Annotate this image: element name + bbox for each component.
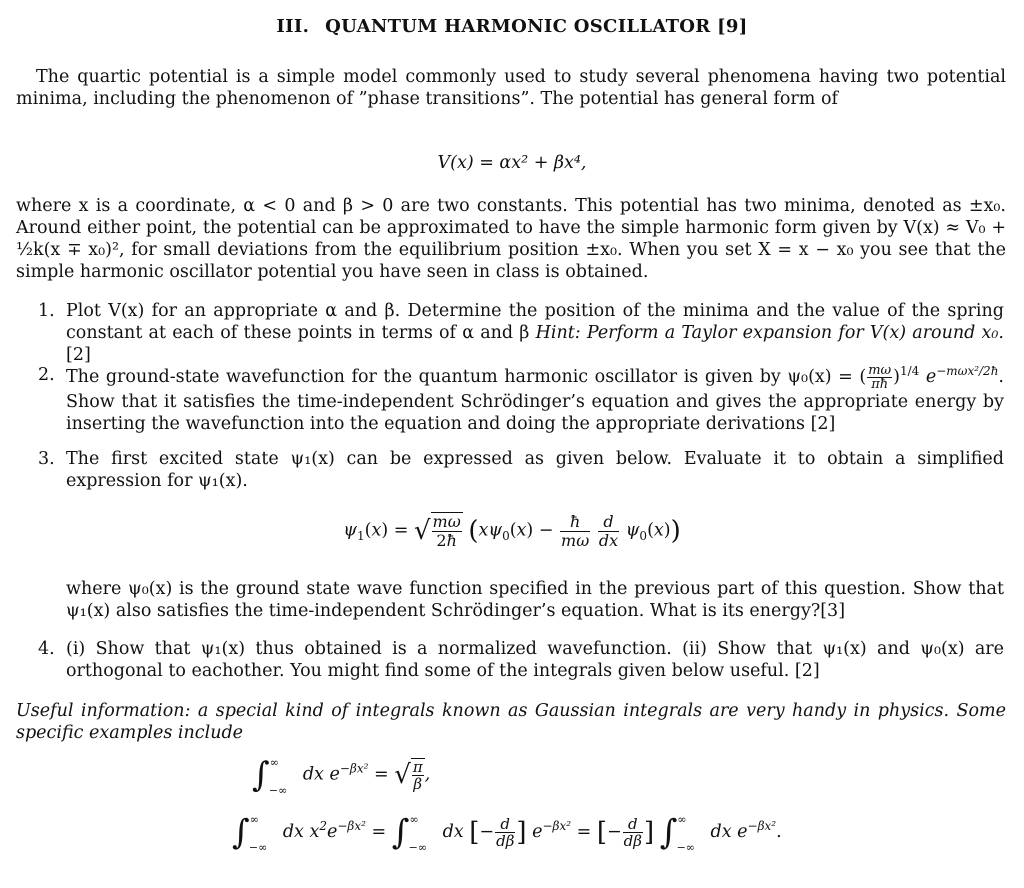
gaussian-integral-2: $\int^\infty_{-\infty}$ dx $x^2e^{-\beta x^2} = \int^\infty_{-\infty}$ dx [− $\frac{d}{d\beta}$ ] $e^{-\beta x^2}$ = [− $\frac{d}{d\beta}$ ] $\int^\infty_{-\infty}$ dx $e^{-\beta x^2}$. — [232, 812, 782, 854]
question-1-marks: [2] — [66, 345, 91, 365]
question-number: 3. — [38, 449, 55, 469]
question-3-continued — [38, 578, 1004, 622]
question-1-hint: Hint: Perform a Taylor expansion for V(x) around x₀. — [535, 323, 1004, 343]
question-number: 2. — [38, 365, 55, 385]
section-heading: QUANTUM HARMONIC OSCILLATOR [9] — [325, 16, 748, 37]
question-1 — [38, 300, 1004, 366]
useful-information: Useful information: a special kind of integrals known as Gaussian integrals are very handy in physics. Some specific examples include — [16, 701, 1006, 743]
question-2-text-a: The ground-state wavefunction for the quantum harmonic oscillator is given by ψ₀(x) = — [66, 367, 853, 387]
potential-equation: V(x) = αx² + βx⁴, — [437, 153, 587, 173]
question-3-text: The first excited state ψ₁(x) can be expressed as given below. Evaluate it to obtain a simplified expression for ψ₁(x). — [66, 449, 1004, 491]
intro-paragraph: The quartic potential is a simple model commonly used to study several phenomena having two potential minima, including the phenomenon of ”phase transitions”. The potential has general form of — [16, 67, 1006, 109]
ground-state-formula: ( $\frac{m\omega}{\pi ħ}$ )$^{1/4}$ $e^{-m\omega x^2/2ħ}$. — [859, 363, 1004, 392]
section-title — [0, 16, 1024, 38]
psi1-equation: $\psi_1(x)$ = √ $\frac{m\omega}{2ħ}$ ($x\psi_0(x)$ − $\frac{ħ}{m\omega}$ $\frac{d}{dx}$ $\psi_0(x)$) — [343, 511, 681, 550]
question-4 — [38, 638, 1004, 682]
question-number: 1. — [38, 301, 55, 321]
question-4-text: (i) Show that ψ₁(x) thus obtained is a normalized wavefunction. (ii) Show that ψ₁(x) and ψ₀(x) are orthogonal to eachother. You might find some of the integrals given below useful. [2] — [66, 639, 1004, 681]
description-paragraph: where x is a coordinate, α < 0 and β > 0 are two constants. This potential has two minima, denoted as ±x₀. Around either point, the potential can be approximated to have the simple harmonic form given by V(x) ≈ V₀ + ½k(x ∓ x₀)², for small deviations from the equilibrium position ±x₀. When you set X = x − x₀ you see that the simple harmonic oscillator potential you have seen in class is obtained. — [16, 196, 1006, 282]
question-3-after-text: where ψ₀(x) is the ground state wave function specified in the previous part of this question. Show that ψ₁(x) also satisfies the time-independent Schrödinger’s equation. What is its energy?[3] — [66, 579, 1004, 621]
question-2-text-b: Show that it satisfies the time-independent Schrödinger’s equation and gives the appropriate energy by inserting the wavefunction into the equation and doing the appropriate derivations [2] — [66, 392, 1004, 434]
section-number: III. — [276, 16, 310, 37]
question-3 — [38, 448, 1004, 492]
question-1-text: Plot V(x) for an appropriate α and β. Determine the position of the minima and the value of the spring constant at each of these points in terms of α and β — [66, 301, 1004, 343]
gaussian-integral-1: $\int^\infty_{-\infty}$ dx $e^{-\beta x^2}$ = √ $\frac{\pi}{\beta}$ , — [252, 755, 431, 797]
question-number: 4. — [38, 639, 55, 659]
question-2 — [38, 364, 1004, 435]
